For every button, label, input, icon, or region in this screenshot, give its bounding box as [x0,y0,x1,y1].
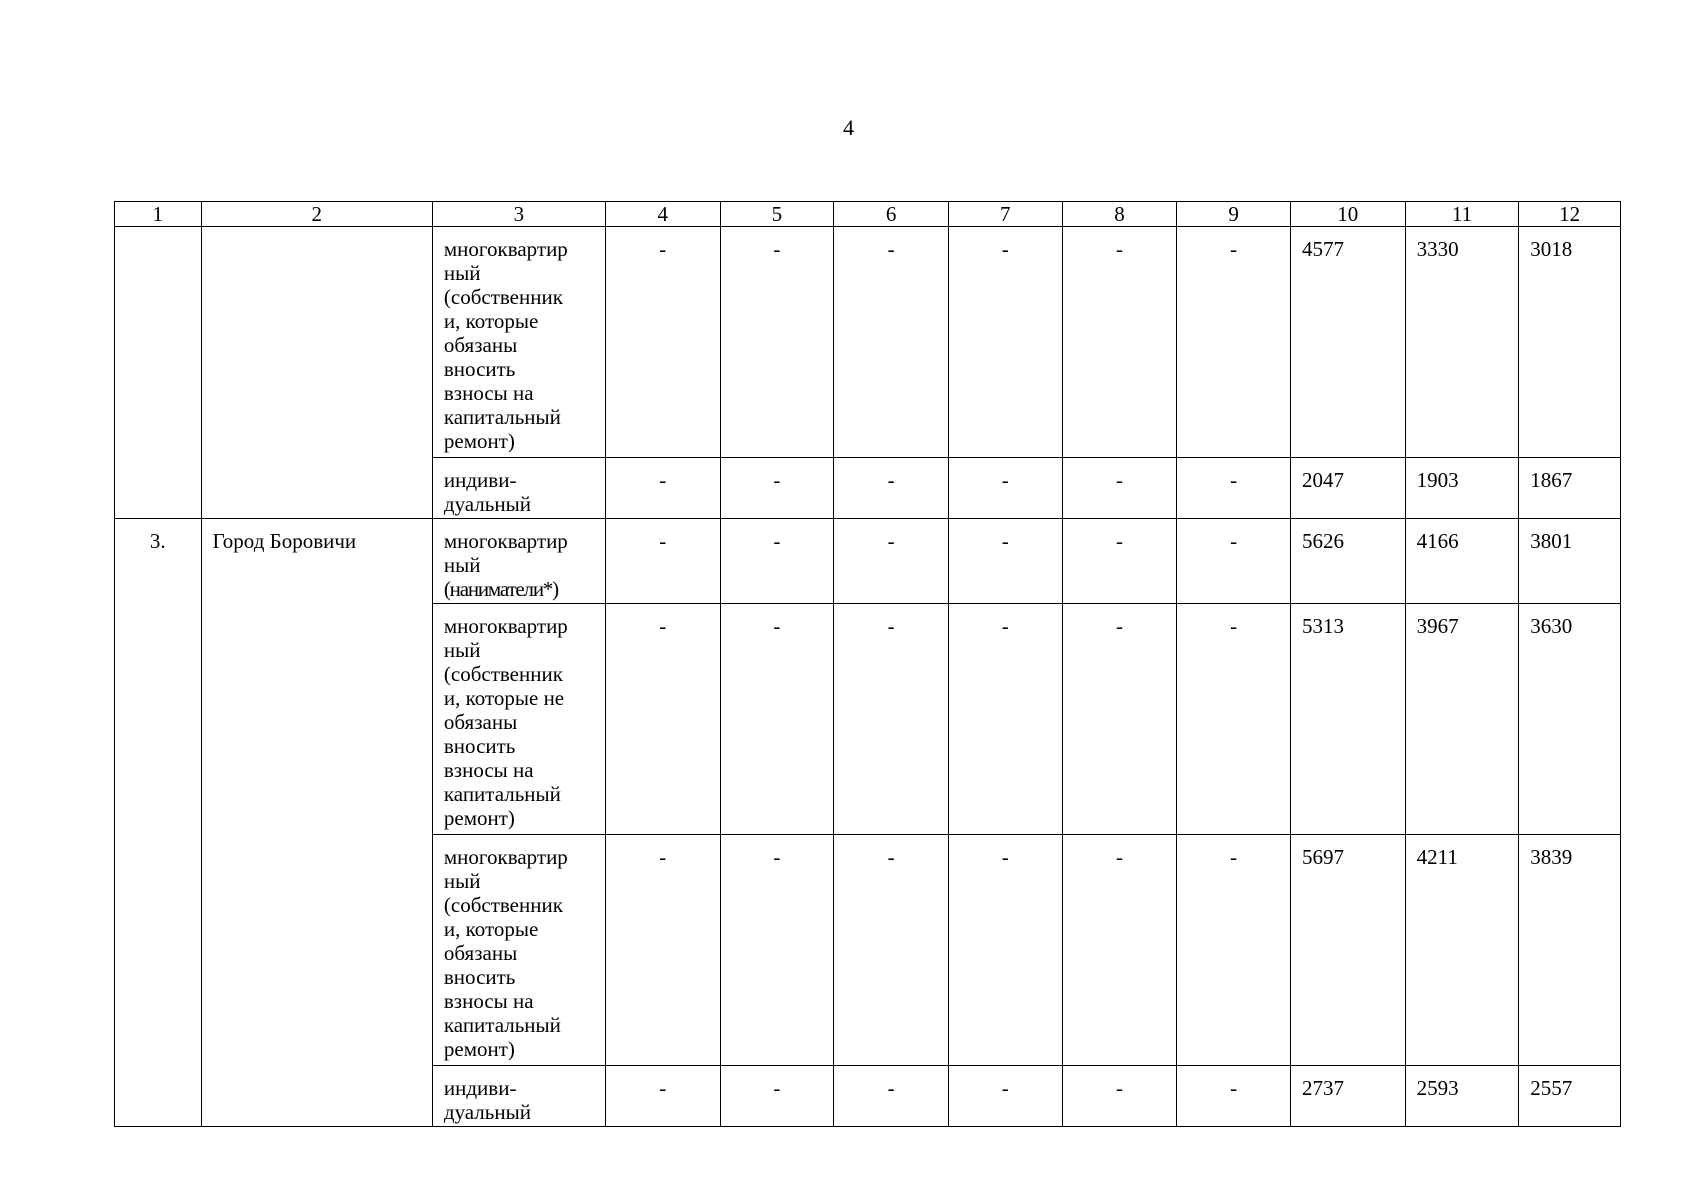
col-6-value: - [887,468,895,492]
value-cell [1405,227,1519,458]
header-col-6: 6 [834,202,949,227]
value-cell [1177,227,1291,458]
housing-type-text: многоквартир ный [443,529,568,577]
header-col-8: 8 [1062,202,1177,227]
value-cell [1519,458,1621,519]
col-12-value: 2557 [1530,1076,1573,1100]
value-cell [834,835,949,1066]
value-cell [1290,1066,1405,1127]
col-6-value: - [887,614,895,638]
col-4-value: - [659,468,667,492]
value-cell [1519,519,1621,604]
value-cell [834,227,949,458]
row-number-cell [115,519,202,1127]
housing-type-cell [432,227,605,458]
value-cell [605,604,720,835]
header-col-9: 9 [1177,202,1291,227]
value-cell [1405,835,1519,1066]
col-8-value: - [1115,845,1123,869]
value-cell [948,604,1062,835]
value-cell [1290,835,1405,1066]
header-col-3: 3 [432,202,605,227]
value-cell [1290,519,1405,604]
value-cell [834,604,949,835]
value-cell [1405,604,1519,835]
value-cell [834,1066,949,1127]
value-cell [948,519,1062,604]
col-11-value: 3330 [1416,237,1459,261]
value-cell [1405,1066,1519,1127]
col-6-value: - [887,1076,895,1100]
col-7-value: - [1001,237,1009,261]
table-row [115,519,1621,604]
col-8-value: - [1115,468,1123,492]
housing-type-cell [432,519,605,604]
col-7-value: - [1001,468,1009,492]
value-cell [948,1066,1062,1127]
col-10-value: 2047 [1301,468,1344,492]
col-5-value: - [773,845,781,869]
value-cell [1519,227,1621,458]
value-cell [1290,227,1405,458]
col-11-value: 4166 [1416,529,1459,553]
value-cell [834,458,949,519]
col-8-value: - [1115,614,1123,638]
col-5-value: - [773,468,781,492]
col-4-value: - [659,1076,667,1100]
value-cell [1177,604,1291,835]
header-col-7: 7 [948,202,1062,227]
col-9-value: - [1230,468,1238,492]
header-col-4: 4 [605,202,720,227]
col-8-value: - [1115,1076,1123,1100]
row-number: 3. [149,529,166,553]
value-cell [1405,458,1519,519]
header-col-10: 10 [1290,202,1405,227]
value-cell [1519,1066,1621,1127]
settlement-name-cell [201,519,432,1127]
col-6-value: - [887,845,895,869]
col-12-value: 3839 [1530,845,1573,869]
value-cell [1177,458,1291,519]
col-4-value: - [659,237,667,261]
value-cell [605,1066,720,1127]
header-col-5: 5 [720,202,834,227]
settlement-name-cell [201,227,432,519]
col-11-value: 2593 [1416,1076,1459,1100]
settlement-name: Город Боровичи [212,529,357,553]
col-9-value: - [1230,614,1238,638]
col-7-value: - [1001,614,1009,638]
value-cell [720,835,834,1066]
table-row [115,227,1621,458]
col-9-value: - [1230,1076,1238,1100]
housing-type-cell [432,604,605,835]
row-number-cell [115,227,202,519]
value-cell [948,835,1062,1066]
col-7-value: - [1001,1076,1009,1100]
header-col-2: 2 [201,202,432,227]
housing-type: индиви- дуальный [443,468,531,516]
col-9-value: - [1230,237,1238,261]
housing-type-cell [432,1066,605,1127]
col-7-value: - [1001,845,1009,869]
col-10-value: 2737 [1301,1076,1344,1100]
value-cell [1290,458,1405,519]
col-6-value: - [887,529,895,553]
value-cell [1177,519,1291,604]
value-cell [605,227,720,458]
col-8-value: - [1115,529,1123,553]
header-row [115,202,1621,227]
housing-type: многоквартир ный (собственник и, которые не обязаны вносить взносы на капитальный ремонт) [443,614,568,830]
housing-type: многоквартир ный (собственник и, которые обязаны вносить взносы на капитальный ремонт) [443,845,568,1061]
value-cell [1062,1066,1177,1127]
col-8-value: - [1115,237,1123,261]
col-10-value: 5313 [1301,614,1344,638]
col-12-value: 3801 [1530,529,1573,553]
col-12-value: 3630 [1530,614,1573,638]
value-cell [720,227,834,458]
housing-type: многоквартир ный (собственник и, которые обязаны вносить взносы на капитальный ремонт) [443,237,568,453]
col-12-value: 3018 [1530,237,1573,261]
housing-type-note: (наниматели*) [443,577,558,601]
value-cell [605,835,720,1066]
col-10-value: 5697 [1301,845,1344,869]
header-col-12: 12 [1519,202,1621,227]
col-5-value: - [773,614,781,638]
value-cell [1062,835,1177,1066]
value-cell [1290,604,1405,835]
value-cell [1062,519,1177,604]
value-cell [1062,458,1177,519]
col-9-value: - [1230,529,1238,553]
col-5-value: - [773,237,781,261]
col-10-value: 5626 [1301,529,1344,553]
col-12-value: 1867 [1530,468,1573,492]
housing-type: индиви- дуальный [443,1076,531,1124]
value-cell [1062,227,1177,458]
housing-type-cell [432,458,605,519]
col-5-value: - [773,1076,781,1100]
value-cell [720,1066,834,1127]
value-cell [605,458,720,519]
value-cell [720,604,834,835]
col-7-value: - [1001,529,1009,553]
col-11-value: 4211 [1416,845,1458,869]
value-cell [1177,835,1291,1066]
housing-type-cell [432,835,605,1066]
value-cell [948,458,1062,519]
tariff-table [114,201,1621,1127]
col-4-value: - [659,845,667,869]
col-4-value: - [659,529,667,553]
value-cell [948,227,1062,458]
col-5-value: - [773,529,781,553]
value-cell [605,519,720,604]
value-cell [720,458,834,519]
col-9-value: - [1230,845,1238,869]
value-cell [1519,604,1621,835]
col-4-value: - [659,614,667,638]
value-cell [1177,1066,1291,1127]
col-6-value: - [887,237,895,261]
col-11-value: 3967 [1416,614,1459,638]
header-col-1: 1 [115,202,202,227]
housing-type [433,519,605,601]
header-col-11: 11 [1405,202,1519,227]
col-10-value: 4577 [1301,237,1344,261]
col-11-value: 1903 [1416,468,1459,492]
page-number: 4 [843,115,854,140]
value-cell [720,519,834,604]
value-cell [834,519,949,604]
value-cell [1519,835,1621,1066]
value-cell [1405,519,1519,604]
value-cell [1062,604,1177,835]
